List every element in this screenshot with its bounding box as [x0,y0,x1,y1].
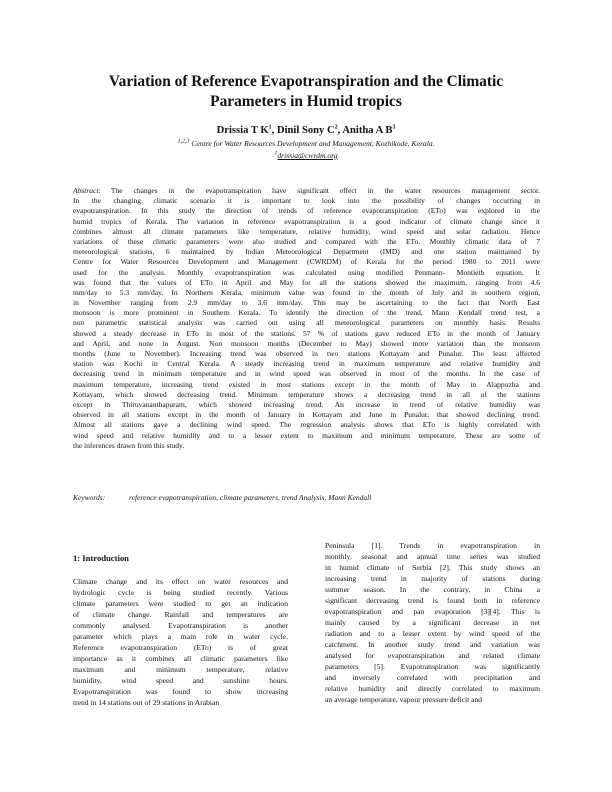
abstract [73,186,540,451]
email-marker: 1 [274,150,278,157]
line-text: importance as it combines all climatic parameters like [73,654,288,663]
line-text: showed a steady decrease in ETo in most of the stations. 57 % of stations gave reduced ETo in the month of January [73,328,540,338]
line-text: and April, and none in August. Non monsoon months (December to May) showed more variation than the monsoon [73,338,540,348]
author-affil-marker: 1 [268,124,272,131]
text-line [325,628,540,639]
text-line [325,617,540,628]
line-text: meteorological stations, 6 maintained by Indian Meteorological Department (IMD) and one station maintained by [73,247,540,257]
line-text: analysed for evapotranspiration and related climate [325,651,540,660]
line-text: monthly, seasonal and annual time series was studied [325,552,540,561]
text-line [73,237,540,247]
text-line [73,686,288,697]
text-line [73,288,540,298]
text-line [73,359,540,369]
text-line [73,247,540,257]
line-text: combines almost all climate parameters like temperature, relative humidity, wind speed and solar radiation. Hence [73,226,540,236]
line-text: increasing trend in majority of stations during [325,574,540,583]
text-line [73,196,540,206]
line-text: hydrologic cycle is being studied recently. Various [73,588,288,597]
line-text: humidity, wind speed and sunshine hours. [73,676,288,685]
line-text: parameters [5]. Evapotranspiration was significantly [325,662,540,671]
text-line [73,268,540,278]
text-line [73,410,540,420]
contact-email [60,151,552,161]
line-text: radiation and to a lesser extent by wind speed of the [325,629,540,638]
text-line [73,349,540,359]
line-text: variations of these climatic parameters were also studied and compared with the ETo. Monthly climatic data of 7 [73,236,540,246]
keywords-text: reference evapotranspiration, climate parameters, trend Analysis, Mann Kendall [129,493,372,502]
line-text: evapotranspiration and pan evaporation [3][4]. This is [325,607,540,616]
text-line [73,653,288,664]
text-line [325,573,540,584]
line-text: Climate change and its effect on water resources and [73,577,288,586]
text-line [325,606,540,617]
abstract-label: Abstract: [73,186,101,195]
line-text: except in Thiruvananthapuram, which showed increasing trend. An increase in trend of relative humidity was [73,399,540,409]
author-name: Dinil Sony C [276,125,335,136]
line-text: climate parameters were studied to get an indication [73,599,288,608]
text-line [73,369,540,379]
text-line [325,584,540,595]
keywords [73,493,540,503]
text-line [73,308,540,318]
line-text: trend in 14 stations out of 29 stations in Arabian [73,698,220,707]
author-separator: , [271,125,277,136]
line-text: was found that the values of ETo in April and May for all the stations showed the maximum, ranging from 4.6 [73,277,540,287]
text-line [73,227,540,237]
line-text: relative humidity and directly correlated to maximum [325,684,540,693]
line-text: Almost all stations gave a declining wind speed. The regression analysis shows that ETo is highly correlated with [73,420,540,430]
line-text: Evapotranspiration was found to show increasing [73,687,288,696]
line-text: an average temperature, vapour pressure deficit and [325,695,483,704]
text-line [73,400,540,410]
text-line [325,595,540,606]
text-line [73,631,288,642]
text-line [73,587,288,598]
left-column-body [73,576,288,708]
line-text: months (June to November). Increasing trend was observed in two stations Kottayam and Punalur. The least affected [73,349,540,358]
line-text: catchment. In another study trend and variation was [325,640,540,649]
line-text: parameter which plays a main role in water cycle. [73,632,288,641]
text-line [73,697,288,708]
line-text: maximum temperature, increasing trend existed in most stations except in the month of May in Alappuzha and [73,379,540,389]
line-text: Peninsula [1]. Trends in evapotranspiration in [325,541,540,550]
author-name: Anitha A B [342,125,393,136]
text-line [73,441,540,451]
text-line [325,562,540,573]
section-heading: 1: Introduction [73,553,129,563]
text-line [73,642,288,653]
line-text: evapotranspiration. In this study the direction of trends of reference evapotranspiration (ETo) was explored in the [73,206,540,216]
text-line [73,664,288,675]
right-column-body [325,540,540,705]
text-line [73,609,288,620]
line-text: mm/day to 5.3 mm/day. In Northern Kerala, minimum value was found in the month of July and in southern region, [73,287,540,297]
text-line [73,206,540,216]
text-line [325,672,540,683]
text-line [325,540,540,551]
keywords-label: Keywords: [73,493,106,502]
text-line [73,186,540,196]
author-name: Drissia T K [216,125,269,136]
author-affil-marker: 3 [392,124,396,131]
line-text: Centre for Water Resources Development and Management (CWRDM) of Kerala for the period 1980 to 2011 were [73,257,540,267]
text-line [325,650,540,661]
line-text: monsoon is more prominent in Southern Kerala. To identify the direction of the trend, Mann Kendall trend test, a [73,308,540,318]
text-line [73,598,288,609]
line-text: decreasing trend in minimum temperature and in wind speed was observed in most of the months. In the case of [73,369,540,379]
line-text: wind speed and relative humidity and to a lesser extent to maximum and minimum temperature. These are some of [73,430,540,440]
line-text: Reference evapotranspiration (ETo) is of great [73,643,288,652]
text-line [325,639,540,650]
line-text: commonly analysed. Evapotranspiration is another [73,621,288,630]
affiliation [60,139,552,149]
text-line [73,620,288,631]
text-line [73,675,288,686]
email-link[interactable]: drissia@cwrdm.org [277,151,338,160]
text-line [73,318,540,328]
line-text: significant decreasing trend is found both in reference [325,596,540,605]
text-line [73,420,540,430]
author-list [60,124,552,137]
text-line [73,339,540,349]
affiliation-text: Centre for Water Resources Development and Management, Kozhikode, Kerala. [189,139,435,148]
line-text: station was Kochi in Central Kerala. A steady increasing trend in maximum temperature and relative humidity and [73,359,540,369]
affiliation-marker: 1,2,3 [177,138,190,145]
text-line [325,661,540,672]
line-text: The changes in the evapotranspiration have significant effect in the water resources management sector. [110,186,540,195]
text-line [73,329,540,339]
line-text: used for the analysis. Monthly evapotranspiration was calculated using modified Penmann- Montieth equation. It [73,267,540,277]
line-text: in humid climate of Serbia [2]. This study shows an [325,563,540,572]
line-text: the inferences drawn from this study. [73,440,185,450]
text-line [73,390,540,400]
text-line [73,217,540,227]
line-text: in November ranging from 2.9 mm/day to 3.6 mm/day. This may be ascertaining to the fact that North East [73,298,540,308]
line-text: mainly caused by a significant decrease in net [325,618,540,627]
line-text: observed in all stations except in the month of January in Kottayam and June in Punalur, that showed declining trend. [73,410,540,420]
line-text: maximum and minimum temperature, relative [73,665,288,674]
text-line [73,380,540,390]
text-line [325,551,540,562]
line-text: and inversely correlated with precipitation and [325,673,540,682]
text-line [73,298,540,308]
text-line [73,576,288,587]
line-text: non parametric statistical analysis was carried out using all meteorological parameters on monthly basis. Results [73,318,540,328]
line-text: In the changing climatic scenario it is important to look into the possibility of changes occurring in [73,196,540,206]
text-line [73,278,540,288]
paper-title [60,72,552,112]
text-line [73,431,540,441]
author-separator: , [337,125,343,136]
author-affil-marker: 2 [334,124,338,131]
title-line: Parameters in Humid tropics [210,93,402,110]
text-line [325,683,540,694]
line-text: of climate change. Rainfall and temperatures are [73,610,288,619]
line-text: humid tropics of Kerala. The variation in reference evapotranspiration is a good indicator of climate change since it [73,216,540,226]
text-line [325,694,540,705]
text-line [73,257,540,267]
line-text: Kottayam, which showed decreasing trend. Minimum temperature shows a decreasing trend in all of the stations [73,389,540,399]
line-text: summer season. In the contrary, in China a [325,585,540,594]
title-line: Variation of Reference Evapotranspiration and the Climatic [108,73,504,90]
